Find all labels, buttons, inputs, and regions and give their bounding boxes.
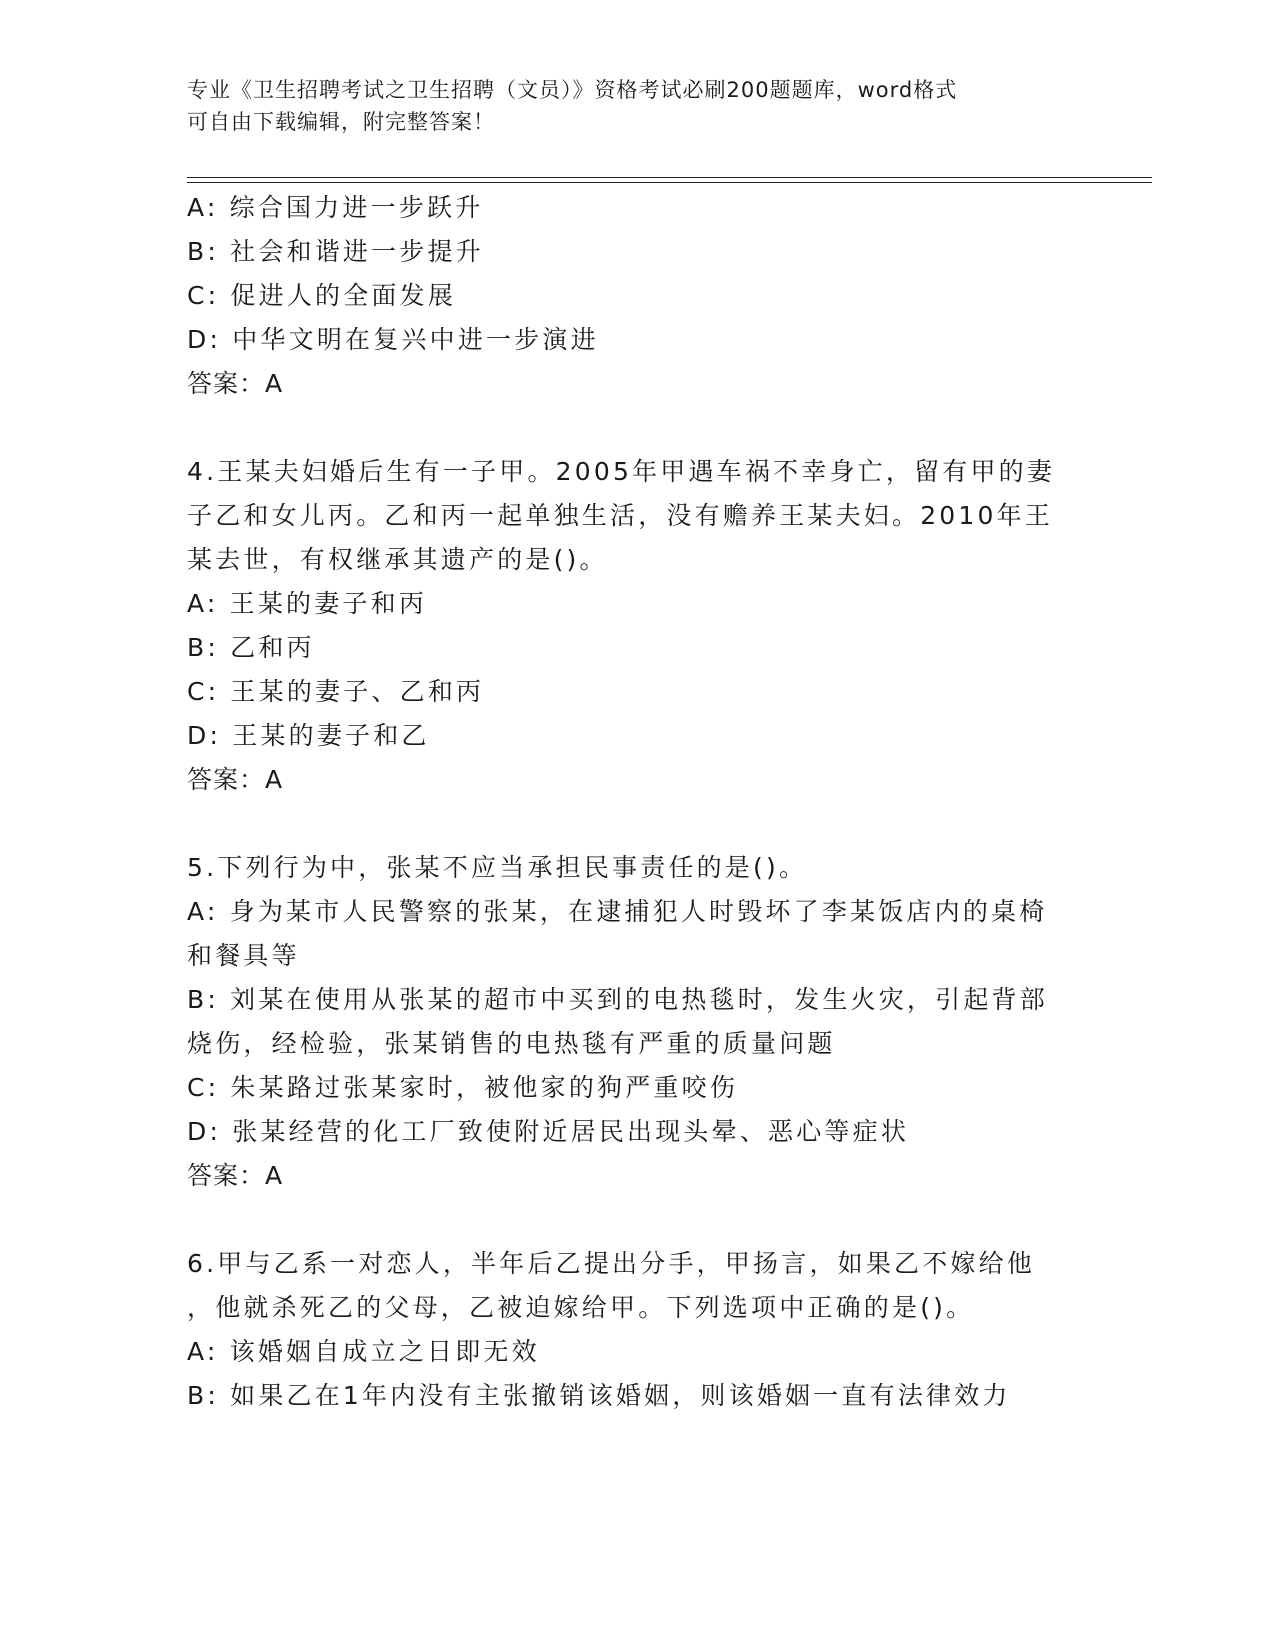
document-header bbox=[187, 74, 1087, 138]
q6-option-a: A: 该婚姻自成立之日即无效 bbox=[187, 1337, 540, 1366]
q6-option-b: B: 如果乙在1年内没有主张撤销该婚姻，则该婚姻一直有法律效力 bbox=[187, 1381, 1011, 1410]
q5-option-a-continued: 和餐具等 bbox=[187, 941, 300, 970]
q4-stem-line-2: 子乙和女儿丙。乙和丙一起单独生活，没有赡养王某夫妇。2010年王 bbox=[187, 501, 1054, 530]
q4-option-c: C: 王某的妻子、乙和丙 bbox=[187, 677, 485, 706]
q6-stem-line-2: ，他就杀死乙的父母，乙被迫嫁给甲。下列选项中正确的是()。 bbox=[187, 1293, 975, 1322]
q5-option-c: C: 朱某路过张某家时，被他家的狗严重咬伤 bbox=[187, 1073, 739, 1102]
q3-option-b: B: 社会和谐进一步提升 bbox=[187, 237, 484, 266]
q6-stem-line-1: 6.甲与乙系一对恋人，半年后乙提出分手，甲扬言，如果乙不嫁给他 bbox=[187, 1249, 1036, 1278]
q4-stem-line-1: 4.王某夫妇婚后生有一子甲。2005年甲遇车祸不幸身亡，留有甲的妻 bbox=[187, 457, 1056, 486]
q3-option-d: D: 中华文明在复兴中进一步演进 bbox=[187, 325, 599, 354]
q5-option-b-continued: 烧伤，经检验，张某销售的电热毯有严重的质量问题 bbox=[187, 1029, 836, 1058]
q5-stem-line-1: 5.下列行为中，张某不应当承担民事责任的是()。 bbox=[187, 853, 808, 882]
q5-option-a: A: 身为某市人民警察的张某，在逮捕犯人时毁坏了李某饭店内的桌椅 bbox=[187, 897, 1048, 926]
q5-answer: 答案：A bbox=[187, 1161, 284, 1190]
q3-option-a: A: 综合国力进一步跃升 bbox=[187, 193, 484, 222]
q4-option-d: D: 王某的妻子和乙 bbox=[187, 721, 430, 750]
q4-option-a: A: 王某的妻子和丙 bbox=[187, 589, 428, 618]
q4-answer: 答案：A bbox=[187, 765, 284, 794]
header-line-2: 可自由下载编辑，附完整答案！ bbox=[187, 110, 495, 134]
q4-stem-line-3: 某去世，有权继承其遗产的是()。 bbox=[187, 545, 608, 574]
header-line-1: 专业《卫生招聘考试之卫生招聘（文员）》资格考试必刷200题题库，word格式 bbox=[187, 78, 958, 102]
q3-option-c: C: 促进人的全面发展 bbox=[187, 281, 457, 310]
q4-option-b: B: 乙和丙 bbox=[187, 633, 315, 662]
q3-answer: 答案：A bbox=[187, 369, 284, 398]
header-divider-top bbox=[187, 177, 1152, 178]
q5-option-d: D: 张某经营的化工厂致使附近居民出现头晕、恶心等症状 bbox=[187, 1117, 910, 1146]
q5-option-b: B: 刘某在使用从张某的超市中买到的电热毯时，发生火灾，引起背部 bbox=[187, 985, 1048, 1014]
header-divider-bottom bbox=[187, 182, 1152, 183]
